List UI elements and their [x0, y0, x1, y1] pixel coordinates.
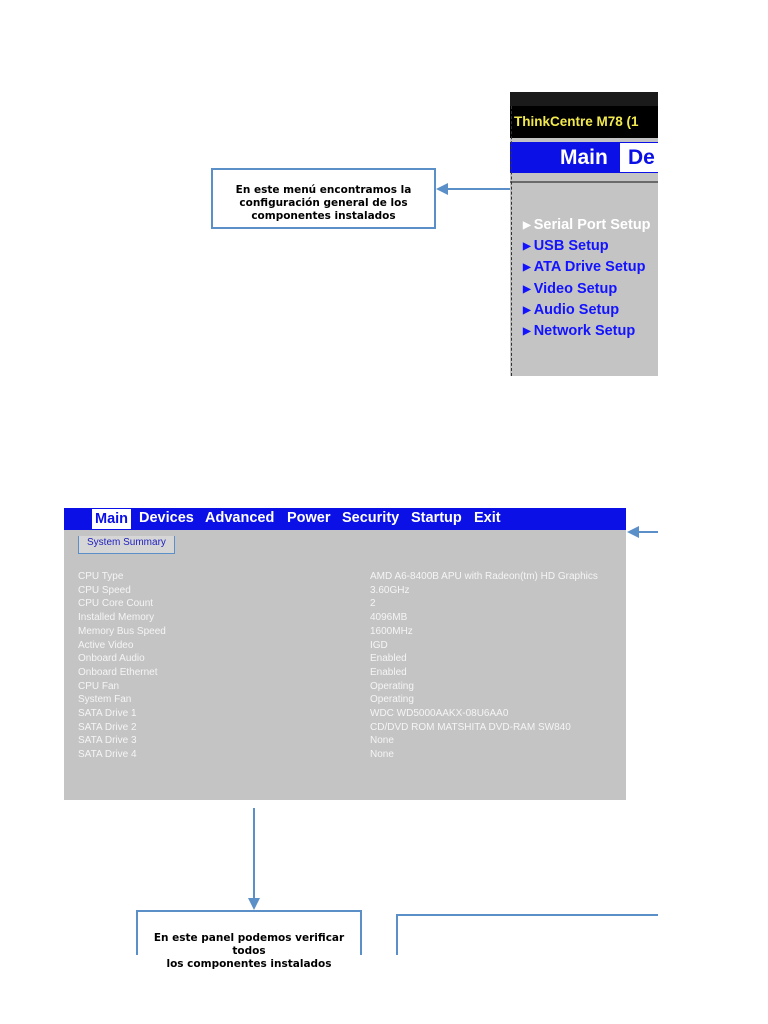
menu-tab-power[interactable]: Power — [287, 510, 331, 526]
triangle-right-icon: ▶ — [523, 283, 531, 295]
bios-title: ThinkCentre M78 (1 — [514, 114, 639, 129]
connector-line-right — [638, 531, 658, 533]
setup-item-label: Video Setup — [533, 280, 618, 297]
setup-item-label: USB Setup — [533, 238, 609, 255]
summary-value: AMD A6-8400B APU with Radeon(tm) HD Graphics — [370, 571, 598, 582]
summary-label: SATA Drive 2 — [78, 721, 137, 733]
arrowhead-left-icon — [627, 526, 639, 538]
setup-item[interactable] — [523, 236, 651, 257]
setup-item[interactable] — [523, 279, 651, 300]
summary-label: SATA Drive 4 — [78, 749, 137, 761]
callout-text-line: los componentes instalados — [166, 958, 332, 970]
menu-tab-advanced[interactable]: Advanced — [205, 510, 275, 526]
summary-value: 1600MHz — [370, 625, 413, 637]
triangle-right-icon: ▶ — [523, 241, 531, 253]
triangle-right-icon: ▶ — [523, 220, 531, 231]
device-setup-list — [523, 215, 651, 342]
crop-top-strip — [510, 92, 658, 106]
summary-label: CPU Speed — [78, 584, 131, 596]
triangle-right-icon: ▶ — [523, 262, 531, 274]
setup-item[interactable] — [523, 215, 651, 236]
summary-value: 3.60GHz — [370, 584, 410, 596]
summary-value: Enabled — [370, 666, 407, 678]
menu-tab-devices[interactable]: Devices — [139, 510, 194, 526]
summary-label: System Fan — [78, 694, 132, 706]
connector-line-top — [446, 188, 510, 190]
callout-text-line: En este menú encontramos la — [235, 184, 412, 196]
summary-value: Enabled — [370, 653, 407, 665]
summary-value: 4096MB — [370, 612, 408, 624]
summary-value: Operating — [370, 694, 414, 706]
menu-tab-security[interactable]: Security — [342, 510, 400, 526]
summary-label: SATA Drive 1 — [78, 708, 137, 719]
setup-item-label: ATA Drive Setup — [533, 259, 646, 276]
summary-value: CD/DVD ROM MATSHITA DVD-RAM SW840 — [370, 721, 571, 733]
summary-value: Operating — [370, 680, 414, 692]
crop-dotted-edge — [511, 106, 512, 376]
summary-value: None — [370, 749, 394, 761]
triangle-right-icon: ▶ — [523, 325, 531, 337]
summary-value: WDC WD5000AAKX-08U6AA0 — [370, 708, 509, 719]
divider — [510, 181, 658, 183]
setup-item[interactable] — [523, 257, 651, 278]
menu-tab-main[interactable]: Main — [92, 509, 131, 529]
setup-item[interactable] — [523, 321, 651, 342]
callout-panel-description — [136, 910, 362, 970]
summary-label: Installed Memory — [78, 612, 155, 624]
summary-label: Onboard Audio — [78, 653, 145, 665]
bios-devices-crop — [510, 92, 658, 376]
summary-label: CPU Fan — [78, 680, 120, 692]
callout-box-partial — [396, 914, 658, 955]
bios-system-summary — [64, 508, 626, 800]
summary-label: Memory Bus Speed — [78, 625, 166, 637]
arrowhead-down-icon — [248, 898, 260, 910]
summary-label: SATA Drive 3 — [78, 735, 137, 747]
menu-tab-startup[interactable]: Startup — [411, 510, 462, 526]
setup-item-label: Serial Port Setup — [533, 217, 651, 233]
triangle-right-icon: ▶ — [523, 304, 531, 316]
arrowhead-left-icon — [436, 183, 448, 195]
setup-item[interactable] — [523, 300, 651, 321]
system-summary-tab[interactable]: System Summary — [78, 536, 175, 554]
setup-item-label: Network Setup — [533, 322, 636, 339]
callout-menu-description — [211, 168, 436, 229]
summary-value: 2 — [370, 598, 376, 610]
menu-main-tab[interactable]: Main — [560, 146, 608, 169]
callout-text-line: configuración general de los — [239, 197, 408, 209]
menu-tab-exit[interactable]: Exit — [474, 510, 501, 526]
setup-item-label: Audio Setup — [533, 301, 620, 318]
summary-value: IGD — [370, 639, 388, 651]
callout-text-line: En este panel podemos verificar todos — [153, 932, 345, 957]
menu-devices-tab[interactable]: De — [620, 143, 680, 172]
callout-text-line: componentes instalados — [251, 210, 396, 222]
connector-line-down — [253, 808, 255, 900]
summary-label: CPU Type — [78, 571, 124, 582]
summary-value: None — [370, 735, 394, 747]
summary-label: CPU Core Count — [78, 598, 154, 610]
summary-label: Onboard Ethernet — [78, 666, 158, 678]
summary-label: Active Video — [78, 639, 134, 651]
